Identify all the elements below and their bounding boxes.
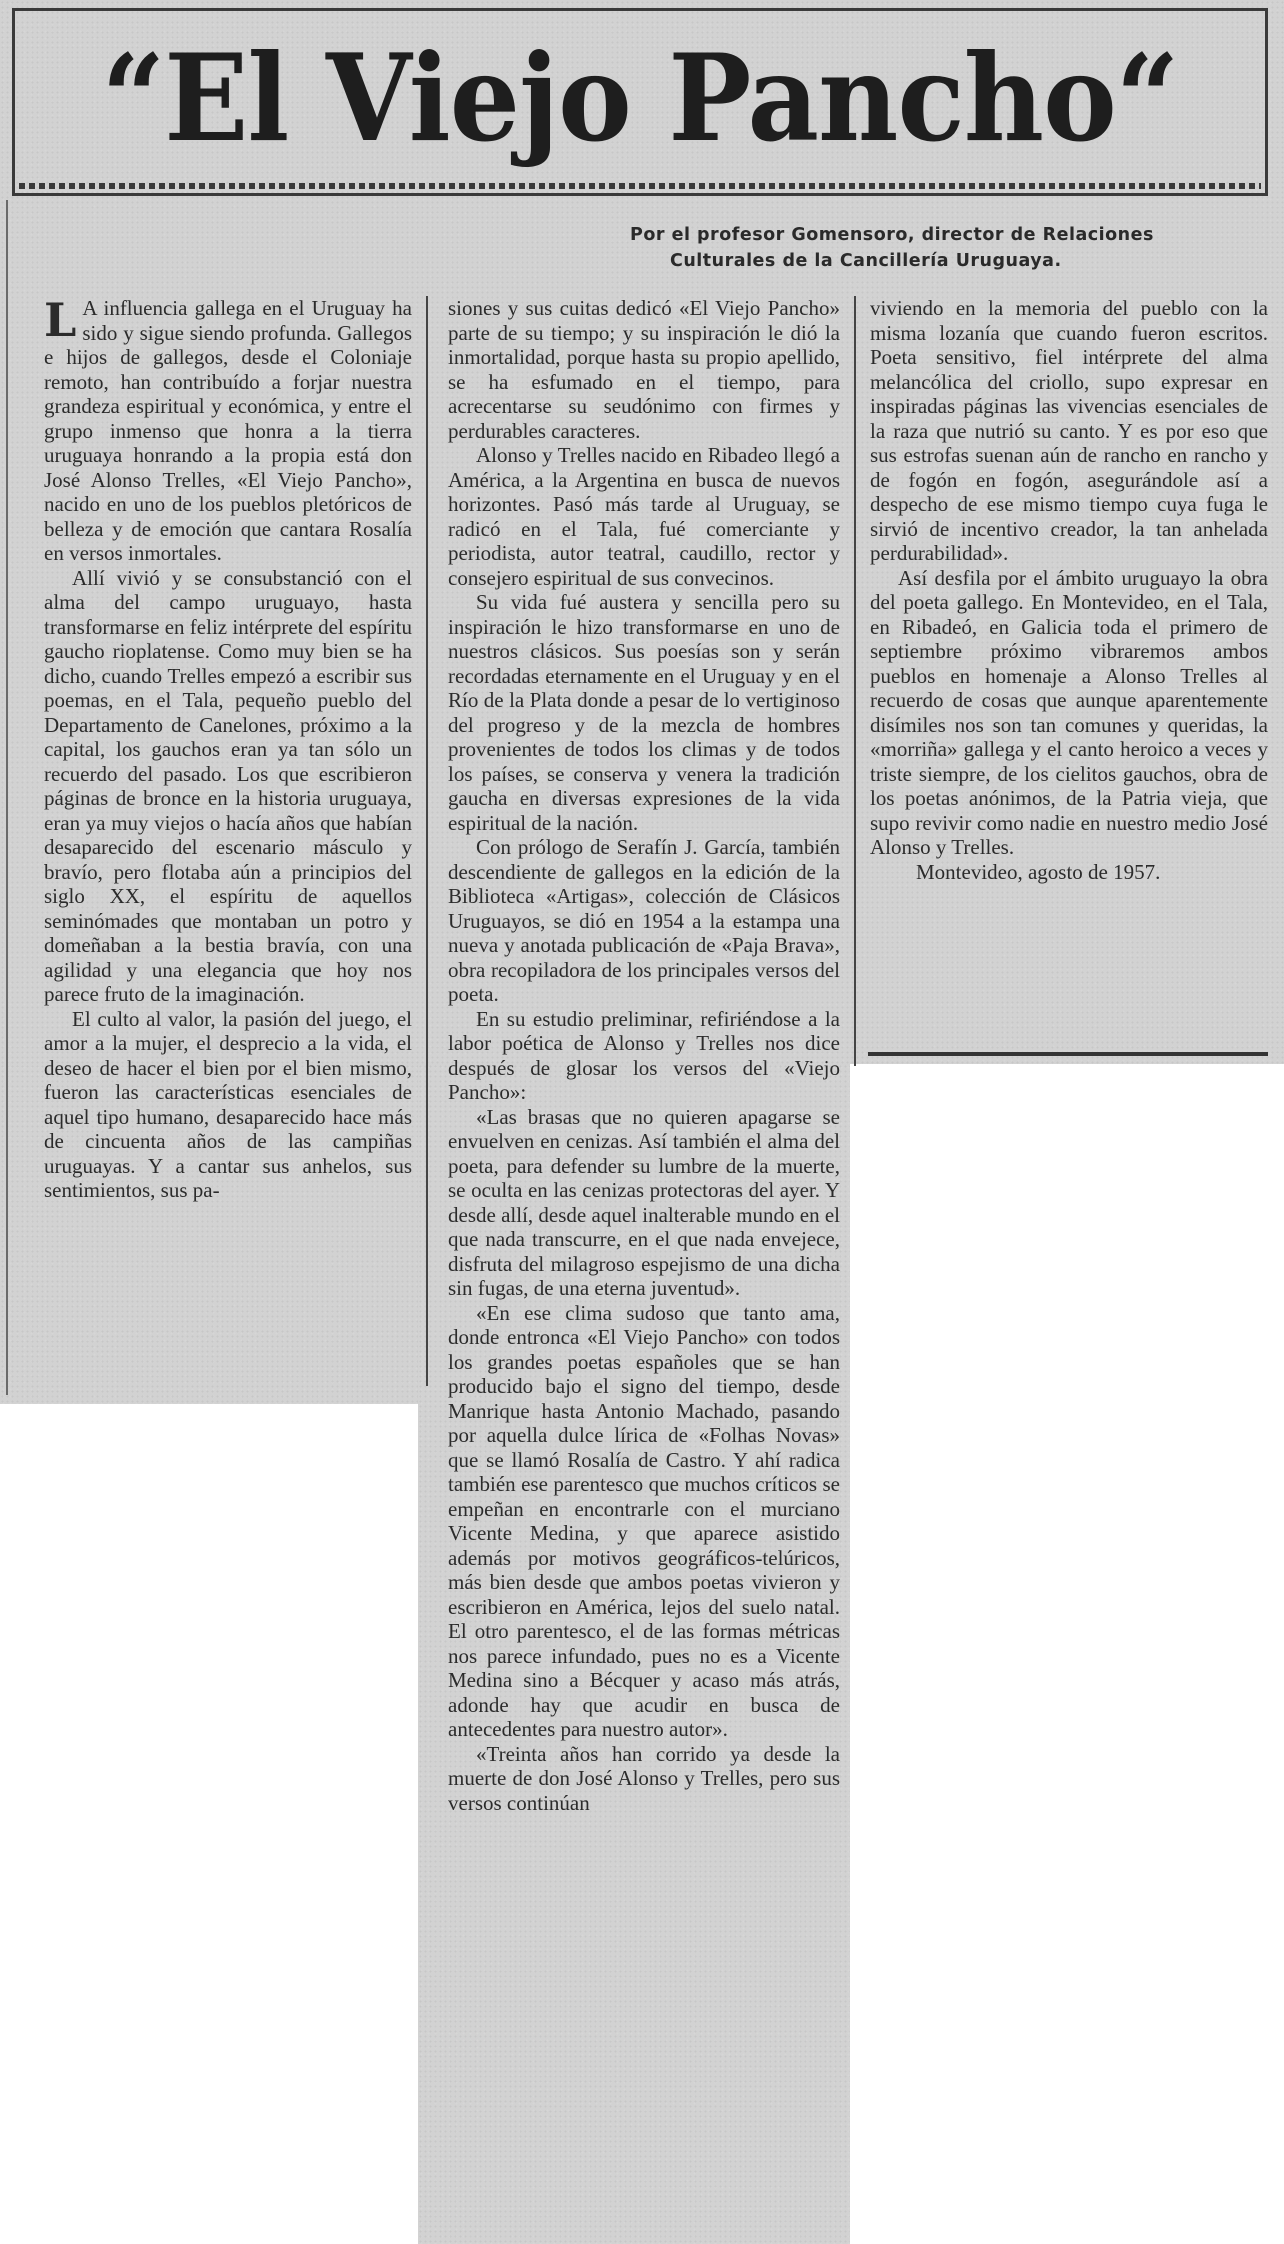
paragraph: Así desfila por el ámbito uruguayo la obra del poeta gallego. En Montevideo, en el Tala, en Ribadeó, en Galicia toda el primero de septiembre próximo vibraremos ambos pueblos en homenaje a Alonso Trelles al recuerdo de cosas que aunque aparentemente disímiles nos son tan comunes y queridas, la «morriña» gallega y el canto heroico a veces y triste siempre, de los cielitos gauchos, obra de los poetas anónimos, de la Patria vieja, que supo revivir como nadie en nuestro medio José Alonso y Trelles. [870, 565, 1268, 859]
drop-cap: L [44, 293, 77, 347]
paragraph: «Treinta años han corrido ya desde la muerte de don José Alonso y Trelles, pero sus versos continúan [448, 1741, 840, 1815]
dateline: Montevideo, agosto de 1957. [916, 859, 1161, 884]
headline-frame [12, 8, 1268, 196]
paragraph: El culto al valor, la pasión del juego, el amor a la mujer, el desprecio a la vida, el deseo de hacer el bien por el bien mismo, fueron las características esenciales de aquel tipo humano, desaparecido hace más de cincuenta años de las campiñas uruguayas. Y a cantar sus anhelos, sus sentimientos, sus pa- [44, 1006, 412, 1202]
article-column-2 [448, 296, 840, 1815]
paragraph: En su estudio preliminar, refiriéndose a la labor poética de Alonso y Trelles nos dice después de glosar los versos del «Viejo Pancho»: [448, 1006, 840, 1104]
paragraph: siones y sus cuitas dedicó «El Viejo Pancho» parte de su tiempo; y su inspiración le dió la inmortalidad, porque hasta su propio apellido, se ha esfumado en el tiempo, para acrecentarse su seudónimo con firmes y perdurables caracteres. [448, 296, 840, 443]
byline-line-1: Por el profesor Gomensoro, director de Relaciones [630, 225, 1154, 245]
paragraph: Alonso y Trelles nacido en Ribadeo llegó a América, a la Argentina en busca de nuevos horizontes. Pasó más tarde al Uruguay, se radicó en el Tala, fué comerciante y periodista, autor teatral, caudillo, rector y consejero espiritual de sus convecinos. [448, 443, 840, 590]
paragraph-text: A influencia gallega en el Uruguay ha sido y sigue siendo profunda. Gallegos e hijos de gallegos, desde el Coloniaje remoto, han contribuído a forjar nuestra grandeza espiritual y económica, y entre el grupo inmenso que honra a la tierra uruguaya honrando a la propia está don José Alonso Trelles, «El Viejo Pancho», nacido en uno de los pueblos pletóricos de belleza y de emoción que cantara Rosalía en versos inmortales. [44, 296, 412, 565]
paragraph: Allí vivió y se consubstanció con el alma del campo uruguayo, hasta transformarse en feliz intérprete del espíritu gaucho rioplatense. Como muy bien se ha dicho, cuando Trelles empezó a escribir sus poemas, en el Tala, pequeño pueblo del Departamento de Canelones, próximo a la capital, los gauchos eran ya tan sólo un recuerdo del pasado. Los que escribieron páginas de bronce en la historia uruguaya, eran ya muy viejos o hacía años que habían desaparecido del escenario másculo y bravío, pero flotaba aún a principios del siglo XX, el espíritu de aquellos seminómades que montaban un potro y domeñaban a la bestia bravía, con una agilidad y una elegancia que hoy nos parece fruto de la imaginación. [44, 565, 412, 1006]
paragraph: «En ese clima sudoso que tanto ama, donde entronca «El Viejo Pancho» con todos los grandes poetas españoles que se han producido bajo el signo del tiempo, desde Manrique hasta Antonio Machado, pasando por aquella dulce lírica de «Folhas Novas» que se llamó Rosalía de Castro. Y ahí radica también ese parentesco que muchos críticos se empeñan en encontrarle con el murciano Vicente Medina, y que aparece asistido además por motivos geográficos-telúricos, más bien desde que ambos poetas vivieron y escribieron en América, lejos del suelo natal. El otro parentesco, el de las formas métricas nos parece infundado, pues no es a Vicente Medina sino a Bécquer y acaso más atrás, adonde hay que acudir en busca de antecedentes para nuestro autor». [448, 1300, 840, 1741]
article-end-rule [868, 1052, 1268, 1056]
article-column-1 [44, 293, 412, 1203]
article-column-3 [870, 296, 1268, 884]
column-divider [426, 296, 428, 1386]
column-divider [854, 296, 856, 1066]
paragraph: Su vida fué austera y sencilla pero su inspiración le hizo transformarse en uno de nuestros clásicos. Sus poesías son y serán recordadas eternamente en el Uruguay y en el Río de la Plata donde a pesar de lo vertiginoso del progreso y de la mezcla de hombres provenientes de todos los climas y de todos los países, se conserva y venera la tradición gaucha en diversas expresiones de la vida espiritual de la nación. [448, 590, 840, 835]
paragraph: viviendo en la memoria del pueblo con la misma lozanía que cuando fueron escritos. Poeta sensitivo, fiel intérprete del alma melancólica del criollo, supo expresar en inspiradas páginas las vivencias esenciales de la raza que nutrió su canto. Y es por eso que sus estrofas suenan aún de rancho en rancho y de fogón en fogón, asegurándole así a despecho de ese mismo tiempo cuya fuga le sirvió de incentivo creador, la tan anhelada perdurabilidad». [870, 296, 1268, 565]
byline-line-2: Culturales de la Cancillería Uruguaya. [670, 251, 1062, 271]
paragraph: Con prólogo de Serafín J. García, también descendiente de gallegos en la edición de la Biblioteca «Artigas», colección de Clásicos Uruguayos, se dió en 1954 a la estampa una nueva y anotada publicación de «Paja Brava», obra recopiladora de los principales versos del poeta. [448, 835, 840, 1006]
left-page-edge-rule [6, 200, 8, 1395]
headline: “El Viejo Pancho“ [101, 28, 1179, 169]
paragraph: «Las brasas que no quieren apagarse se envuelven en cenizas. Así también el alma del poeta, para defender su lumbre de la muerte, se oculta en las cenizas protectoras del ayer. Y desde allí, desde aquel inalterable mundo en el que nada transcurre, en el que nada envejece, disfruta del milagroso espejismo de una dicha sin fugas, de una eterna juventud». [448, 1104, 840, 1300]
paragraph [44, 293, 412, 566]
byline [630, 222, 1270, 274]
